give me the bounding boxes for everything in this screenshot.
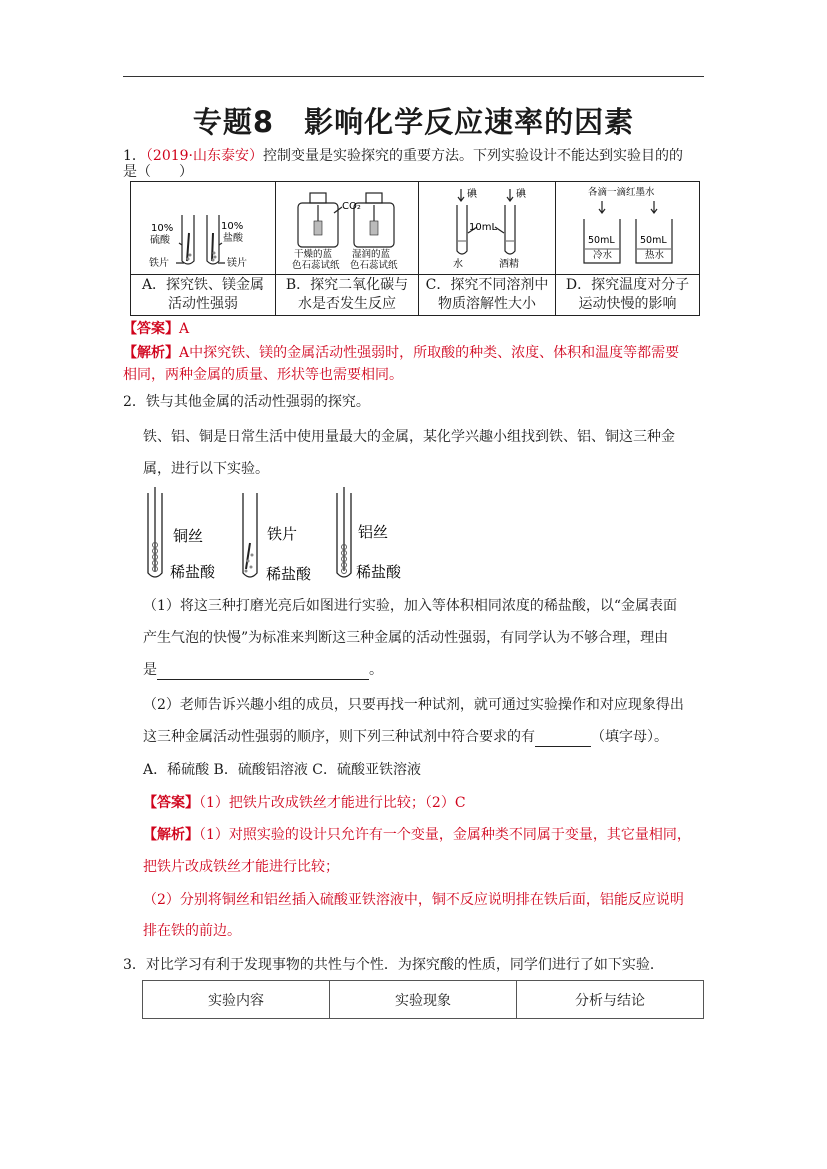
q1-option-d [556,275,700,316]
tube2-metal: 铁片 [267,525,298,543]
q3-stem [123,956,664,974]
q1-option-a [131,275,276,316]
q1-answer-text: A [179,321,190,337]
option-a-line1: A．探究铁、镁金属 [141,277,265,293]
b-gas-label: CO₂ [342,201,361,212]
q3-header-conclusion: 分析与结论 [517,981,704,1019]
a-left-metal: 铁片 [149,258,169,269]
option-d-line2: 运动快慢的影响 [578,296,677,312]
q1-figure-d [556,182,700,275]
q2-sub1-line1: （1）将这三种打磨光亮后如图进行实验，加入等体积相同浓度的稀盐酸，以“金属表面 [143,598,678,614]
c-left-solvent: 水 [453,259,463,269]
q2-answer [143,794,466,812]
tube1-acid: 稀盐酸 [170,563,216,581]
d-left-volume: 50mL [587,235,615,246]
q3-header-content: 实验内容 [143,981,330,1019]
q2-sub1-suffix: 。 [369,662,383,678]
q2-sub2-answer-blank[interactable] [535,728,591,747]
q2-analysis-line2: 把铁片改成铁丝才能进行比较； [143,859,339,875]
option-b-line1: B．探究二氧化碳与 [285,277,409,293]
page-title: 专题8 影响化学反应速率的因素 [192,105,635,139]
q1-option-c [419,275,556,316]
q2-sub2-line1: （2）老师告诉兴趣小组的成员，只要再找一种试剂，就可通过实验操作和对应现象得出 [143,697,684,713]
q2-tubes-figure [140,485,420,585]
q1-stem-text: 控制变量是实验探究的重要方法。下列实验设计不能达到实验目的的 [263,148,684,164]
q1-stem-line2: 是（ ） [123,164,193,180]
q2-intro-line1: 铁、铝、铜是日常生活中使用量最大的金属，某化学兴趣小组找到铁、铝、铜这三种金 [143,429,675,445]
q1-answer [123,320,189,338]
q2-choices: A．稀硫酸 B．硫酸铝溶液 C．硫酸亚铁溶液 [143,762,422,778]
q3-stem-text: 对比学习有利于发现事物的共性与个性．为探究酸的性质，同学们进行了如下实验． [145,957,664,973]
q2-analysis-line3: （2）分别将铜丝和铝丝插入硫酸亚铁溶液中，铜不反应说明排在铁后面，铝能反应说明 [143,892,684,908]
q2-sub1-prefix: 是 [143,662,157,678]
tube1-metal: 铜丝 [173,527,204,545]
b-right-line2: 色石蕊试纸 [350,260,398,269]
header-rule [123,76,704,77]
q1-option-b [276,275,419,316]
tube3-acid: 稀盐酸 [356,563,402,581]
q2-sub1-line3 [143,661,383,680]
q1-answer-tag: 【答案】 [123,321,179,337]
option-c-line2: 物质溶解性大小 [438,296,536,312]
c-iodine-right: 碘 [516,189,526,200]
test-tubes-figure [133,183,273,269]
option-d-line1: D．探究温度对分子 [565,277,690,293]
q1-analysis-line1 [123,344,679,362]
q1-analysis-text: A中探究铁、镁的金属活动性强弱时，所取酸的种类、浓度、体积和温度等都需要 [179,345,680,361]
q2-analysis-line1 [143,826,691,844]
q2-sub2-line2 [143,728,668,747]
d-right-volume: 50mL [639,235,667,246]
q1-figure-b [276,182,419,275]
q3-number: 3． [123,957,146,973]
q1-source: （2019·山东泰安） [145,148,264,164]
q1-experiment-table [130,181,700,316]
q1-figure-c [419,182,556,275]
d-left-water: 冷水 [592,250,612,261]
d-right-water: 热水 [644,250,664,261]
tube3-metal: 铝丝 [358,523,389,541]
c-volume: 10mL [469,222,498,233]
d-top-label: 各滴一滴红墨水 [587,187,655,198]
a-right-metal: 镁片 [227,258,247,269]
tube2-acid: 稀盐酸 [266,565,312,583]
q2-sub2-suffix: （填字母）。 [591,729,668,745]
option-b-line2: 水是否发生反应 [298,296,396,312]
b-left-line1: 干燥的蓝 [294,249,333,260]
q2-intro-line2: 属，进行以下实验。 [143,461,269,477]
q2-answer-text: （1）把铁片改成铁丝才能进行比较；（2）C [199,795,466,811]
b-left-line2: 色石蕊试纸 [292,260,340,269]
b-right-line1: 湿润的蓝 [352,249,391,260]
q1-number: 1． [123,148,146,164]
q1-figure-a [131,182,276,275]
q2-sub1-line2: 产生气泡的快慢”为标准来判断这三种金属的活动性强弱，有同学认为不够合理，理由 [143,630,669,646]
q2-analysis-line4: 排在铁的前边。 [143,923,241,939]
a-right-percent: 10% [221,221,244,232]
c-right-solvent: 酒精 [499,259,519,269]
a-right-acid: 盐酸 [223,233,243,244]
q2-sub2-prefix: 这三种金属活动性强弱的顺序，则下列三种试剂中符合要求的有 [143,729,535,745]
q1-analysis-tag: 【解析】 [123,345,179,361]
q2-analysis-tag: 【解析】 [143,827,199,843]
a-left-acid: 硫酸 [150,235,170,246]
q2-number: 2． [123,394,146,410]
q2-sub1-answer-blank[interactable] [157,661,369,680]
q2-analysis-text: （1）对照实验的设计只允许有一个变量，金属种类不同属于变量，其它量相同， [199,827,691,843]
c-iodine-left: 碘 [467,189,477,200]
beakers-figure [558,183,698,269]
option-c-line1: C．探究不同溶剂中 [425,277,549,293]
q3-table [142,980,704,1019]
q2-stem-text: 铁与其他金属的活动性强弱的探究。 [145,394,370,410]
q3-header-phenomenon: 实验现象 [330,981,517,1019]
q2-answer-tag: 【答案】 [143,795,199,811]
a-left-percent: 10% [151,223,174,234]
q2-stem [123,393,370,411]
q1-analysis-line2: 相同，两种金属的质量、形状等也需要相同。 [123,367,403,383]
q1-stem-line1 [123,147,683,165]
option-a-line2: 活动性强弱 [168,296,238,312]
gas-bottles-figure [278,183,416,269]
solubility-tubes-figure [421,183,553,269]
